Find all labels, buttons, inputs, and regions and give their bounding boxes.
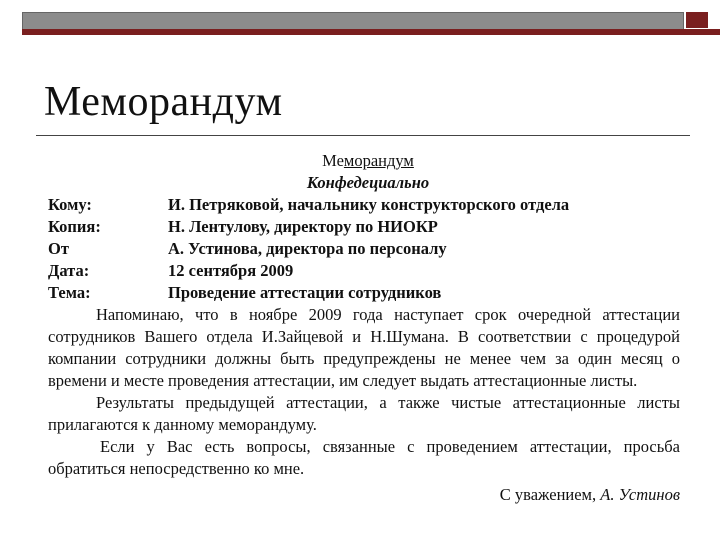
title-divider	[36, 135, 690, 136]
memo-paragraph-reminder: Напоминаю, что в ноябре 2009 года наступает срок очередной аттестации сотрудников Вашего отдела И.Зайцевой и Н.Шумана. В соответствии с процедурой компании сотрудники должны быть предупреждены не менее чем за один месяц о времени и месте проведения аттестации, им следует выдать аттестационные листы.	[48, 305, 680, 390]
memo-paragraph-questions: Если у Вас есть вопросы, связанные с проведением аттестации, просьба обратиться непосредственно ко мне.	[48, 437, 680, 478]
memo-heading	[56, 150, 680, 172]
decorative-header-bar	[0, 0, 720, 40]
signature-name: А. Устинов	[600, 485, 680, 504]
signature-prefix: С уважением,	[499, 485, 601, 504]
memo-heading-plain: Ме	[322, 151, 344, 170]
memo-paragraph-results: Результаты предыдущей аттестации, а также чистые аттестационные листы прилагаются к данному меморандуму.	[48, 393, 680, 434]
header-red-band	[22, 29, 720, 35]
field-value: А. Устинова, директора по персоналу	[168, 239, 447, 258]
memo-field-copy	[48, 216, 680, 238]
field-value: 12 сентября 2009	[168, 261, 294, 280]
header-red-square	[686, 12, 708, 28]
memo-heading-underlined: морандум	[343, 151, 414, 170]
memo-confidential-label: Конфедециально	[306, 173, 430, 192]
memo-field-from	[48, 238, 680, 260]
slide-title: Меморандум	[44, 79, 283, 125]
field-value: Н. Лентулову, директору по НИОКР	[168, 217, 438, 236]
memo-field-to	[48, 194, 680, 216]
field-value: Проведение аттестации сотрудников	[168, 283, 442, 302]
memo-document	[48, 150, 680, 506]
memo-field-date	[48, 260, 680, 282]
field-label: Копия:	[48, 217, 101, 236]
memo-field-subject	[48, 282, 680, 304]
header-gray-band	[22, 12, 684, 30]
field-label: От	[48, 239, 69, 258]
field-label: Дата:	[48, 261, 90, 280]
field-value: И. Петряковой, начальнику конструкторского отдела	[168, 195, 570, 214]
field-label: Тема:	[48, 283, 91, 302]
memo-signature	[48, 484, 680, 506]
field-label: Кому:	[48, 195, 92, 214]
